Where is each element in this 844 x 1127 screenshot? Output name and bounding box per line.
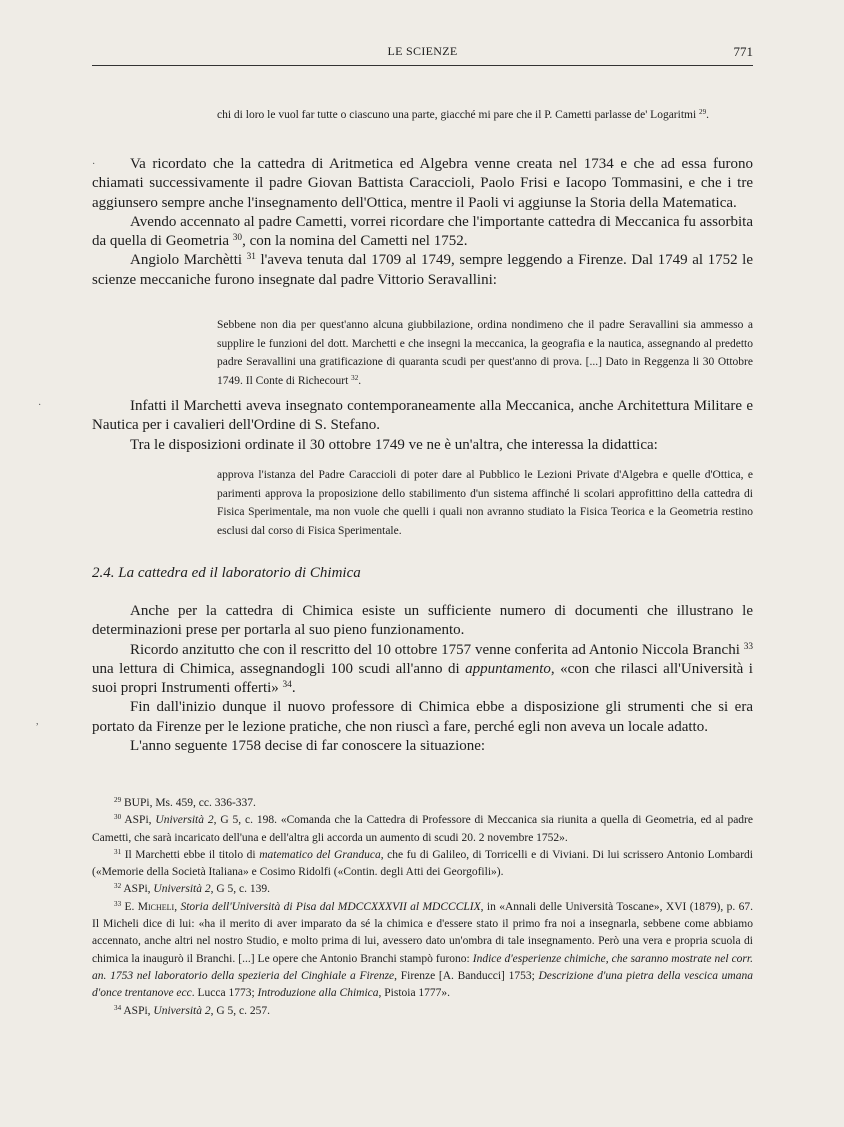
block-quote-caraccioli — [217, 466, 753, 540]
footnote-33: $^{33}$ E. Micheli, Storia dell'Università di Pisa dal MDCCXXXVII al MDCCCLIX, in «Annali delle Università Toscane», XVI (1879), p. 67. Il Micheli dice di lui: «ha il merito di aver imparato da sé la chimica e d'essere stato il primo fra noi a insegnarla, sebbene come abbiamo accennato, anche altri nel nostro Studio, e molto prima di lui, avessero dato un'ombra di tale insegnamento. Però una vera e propria scuola di chimica la inaugurò il Branchi. [...] Le opere che Antonio Branchi stampò furono: Indice d'esperienze chimiche, che saranno mostrate nel corr. an. 1753 nel laboratorio della spezieria del Cinghiale a Firenze, Firenze [A. Banducci] 1753; Descrizione d'una pietra della vescica umana d'once trentanove ecc. Lucca 1773; Introduzione alla Chimica, Pistoia 1777». — [92, 899, 754, 1000]
footnote-32: $^{32}$ ASPi, Università 2, G 5, c. 139. — [114, 882, 271, 896]
quote-text: chi di loro le vuol far tutte o ciascuno una parte, giacché mi pare che il P. Cametti parlasse de' Logaritmi — [217, 109, 697, 121]
paragraph: Infatti il Marchetti aveva insegnato contemporaneamente alla Meccanica, anche Architettura Militare e Nautica per i cavalieri dell'Ordine di S. Stefano. — [92, 398, 753, 434]
paragraph: Tra le disposizioni ordinate il 30 ottobre 1749 ve ne è un'altra, che interessa la didattica: — [130, 436, 658, 453]
footnote-ref-30[interactable]: 30 — [232, 233, 243, 244]
paragraph: Avendo accennato al padre Cametti, vorrei ricordare che l'importante cattedra di Meccanica fu assorbita da quella di Geometria $^{30}$, con la nomina del Cametti nel 1752. — [92, 213, 753, 250]
header-rule — [92, 65, 753, 66]
footnote-31: $^{31}$ Il Marchetti ebbe il titolo di matematico del Granduca, che fu di Galileo, di Torricelli e di Viviani. Di lui scrissero Antonio Lombardi («Memorie della Società Italiana» e Cosimo Ridolfi («Contin. degli Atti dei Georgofili»). — [92, 847, 753, 879]
body-text-section-3 — [92, 602, 753, 756]
footnotes — [92, 795, 753, 1020]
footnote-30: $^{30}$ ASPi, Università 2, G 5, c. 198. «Comanda che la Cattedra di Professore di Meccanica sia riunita a quella di Geometria, ed al padre Cametti, che sarà incaricato dell'una e dell'altra gli accorda un aumento di scudi 20. 2 novembre 1752». — [92, 813, 753, 844]
paragraph: Ricordo anzitutto che con il rescritto del 10 ottobre 1757 venne conferita ad Antonio Niccola Branchi $^{33}$ una lettura di Chimica, assegnandogli 100 scudi all'anno di appuntamento, «con che rilasci all'Università i suoi propri Instrumenti offerti» $^{34}$. — [92, 641, 754, 697]
section-heading — [92, 565, 361, 582]
block-quote-seravallini: Sebbene non dia per quest'anno alcuna giubbilazione, ordina nondimeno che il padre Seravallini sia ammesso a supplire le funzioni del dott. Marchetti e che insegni la meccanica, la geografia e la nautica, assegnando al predetto padre Seravallini una gratificazione di quaranta scudi per quest'anno di prova. [...] Dato in Reggenza li 30 Ottobre 1749. Il Conte di Richecourt $^{32}$. — [217, 319, 753, 387]
footnote-ref-33[interactable]: 33 — [743, 641, 754, 652]
margin-dot: · — [38, 400, 42, 411]
paragraph: Anche per la cattedra di Chimica esiste un sufficiente numero di documenti che illustrano le determinazioni prese per portarla al suo pieno funzionamento. — [92, 603, 753, 639]
body-text-section-2 — [92, 397, 753, 455]
footnote-ref-29[interactable]: 29 — [699, 108, 707, 117]
quote-text: approva l'istanza del Padre Caraccioli di poter dare al Pubblico le Lezioni Private d'Algebra e quelle d'Ottica, e parimenti approva la proposizione dello stabilimento d'un sistema affinché li scolari approfittino della cattedra di Fisica Sperimentale, ma non vuole che quelli i quali non avranno studiato la Fisica Teorica e la Geometria restino esclusi dal corso di Fisica Sperimentale. — [217, 469, 753, 537]
section-number: 2.4. — [92, 565, 115, 581]
section-title: La cattedra ed il laboratorio di Chimica — [118, 565, 361, 581]
quote-text: Sebbene non dia per quest'anno alcuna giubbilazione, ordina nondimeno che il padre Seravallini sia ammesso a supplire le funzioni del dott. Marchetti e che insegni la meccanica, la geografia e la nautica, assegnando al predetto padre Seravallini una gratificazione di quaranta scudi per quest'anno di prova. [...] Dato in Reggenza li 30 Ottobre 1749. Il Conte di Richecourt — [217, 319, 753, 387]
page-number: 771 — [733, 44, 753, 59]
body-text-section-1 — [92, 155, 753, 290]
paragraph: L'anno seguente 1758 decise di far conoscere la situazione: — [130, 738, 486, 755]
margin-dot: , — [36, 716, 39, 727]
footnote-ref-31[interactable]: 31 — [246, 252, 256, 263]
block-quote-logaritmi: chi di loro le vuol far tutte o ciascuno una parte, giacché mi pare che il P. Cametti parlasse de' Logaritmi $^{29}$. — [217, 108, 710, 121]
paragraph: Va ricordato che la cattedra di Aritmetica ed Algebra venne creata nel 1734 e che ad essa furono chiamati successivamente il padre Giovan Battista Caraccioli, Paolo Frisi e Iacopo Tommasini, e che i tre aggiunsero sempre anche l'insegnamento dell'Ottica, mentre il Paoli vi aggiunse la Storia della Matematica. — [92, 156, 753, 211]
footnote-ref-32[interactable]: 32 — [351, 373, 359, 382]
footnote-ref-34[interactable]: 34 — [282, 680, 292, 691]
margin-dot: · — [92, 159, 96, 170]
running-title: LE SCIENZE — [387, 44, 458, 58]
paragraph: Fin dall'inizio dunque il nuovo professore di Chimica ebbe a disposizione gli strumenti che si era portato da Firenze per le lezione pratiche, che non riuscì a fare, perché egli non aveva un locale adatto. — [92, 699, 753, 735]
footnote-34: $^{34}$ ASPi, Università 2, G 5, c. 257. — [114, 1003, 271, 1017]
paragraph: Angiolo Marchètti $^{31}$ l'aveva tenuta dal 1709 al 1749, sempre leggendo a Firenze. Dal 1749 al 1752 le scienze meccaniche furono insegnate dal padre Vittorio Seravallini: — [92, 252, 753, 288]
footnote-29: $^{29}$ BUPi, Ms. 459, cc. 336-337. — [114, 796, 256, 809]
page-header — [92, 44, 753, 64]
